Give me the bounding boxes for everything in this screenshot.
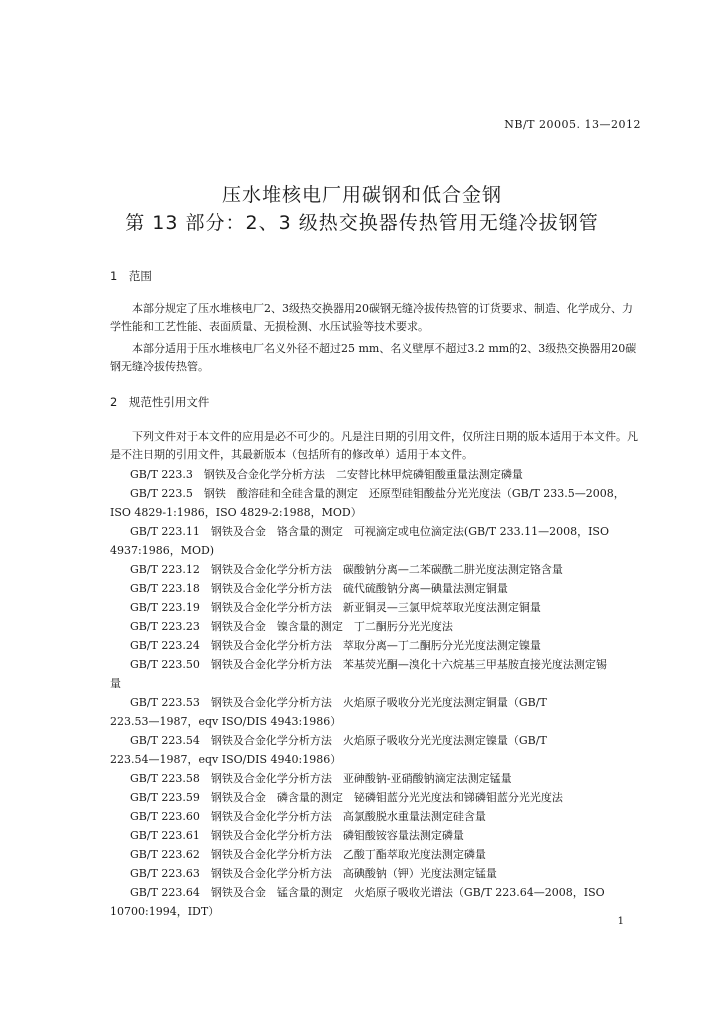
reference-line: GB/T 223.54 钢铁及合金化学分析方法 火焰原子吸收分光光度法测定镍量（GB/T [130,734,547,747]
page-number: 1 [617,916,624,927]
reference-line: GB/T 223.11 钢铁及合金 铬含量的测定 可视滴定或电位滴定法(GB/T 233.11—2008，ISO [130,525,609,538]
scope-paragraph: 本部分适用于压水堆核电厂名义外径不超过25 mm、名义壁厚不超过3.2 mm的2、3级热交换器用20碳钢无缝冷拔传热管。 [110,342,637,373]
reference-line: GB/T 223.12 钢铁及合金化学分析方法 碳酸钠分离—二苯碳酰二肼光度法测定铬含量 [130,563,563,576]
reference-line: GB/T 223.58 钢铁及合金化学分析方法 亚砷酸钠-亚硝酸钠滴定法测定锰量 [130,772,512,785]
standard-code: NB/T 20005. 13—2012 [504,118,641,131]
reference-line: GB/T 223.53 钢铁及合金化学分析方法 火焰原子吸收分光光度法测定铜量（GB/T [130,696,547,709]
reference-line: GB/T 223.3 钢铁及合金化学分析方法 二安替比林甲烷磷钼酸重量法测定磷量 [130,468,523,481]
reference-line: GB/T 223.59 钢铁及合金 磷含量的测定 铋磷钼蓝分光光度法和锑磷钼蓝分光光度法 [130,791,563,804]
section-heading-references: 2 规范性引用文件 [110,395,210,409]
scope-paragraph: 本部分规定了压水堆核电厂2、3级热交换器用20碳钢无缝冷拔传热管的订货要求、制造、化学成分、力学性能和工艺性能、表面质量、无损检测、水压试验等技术要求。 [110,302,633,333]
reference-line: GB/T 223.23 钢铁及合金 镍含量的测定 丁二酮肟分光光度法 [130,620,453,633]
reference-line: 10700:1994，IDT） [110,905,220,918]
reference-line: GB/T 223.5 钢铁 酸溶硅和全硅含量的测定 还原型硅钼酸盐分光光度法（GB/T 233.5—2008， [130,487,625,500]
document-title-line-2: 第 13 部分：2、3 级热交换器传热管用无缝冷拔钢管 [125,212,599,234]
reference-line: GB/T 223.62 钢铁及合金化学分析方法 乙酸丁酯萃取光度法测定磷量 [130,848,486,861]
reference-line: GB/T 223.19 钢铁及合金化学分析方法 新亚铜灵—三氯甲烷萃取光度法测定铜量 [130,601,541,614]
document-title-line-1: 压水堆核电厂用碳钢和低合金钢 [221,184,502,206]
reference-line: GB/T 223.64 钢铁及合金 锰含量的测定 火焰原子吸收光谱法（GB/T 223.64—2008，ISO [130,886,605,899]
section-heading-scope: 1 范围 [110,269,152,283]
reference-line: GB/T 223.60 钢铁及合金化学分析方法 高氯酸脱水重量法测定硅含量 [130,810,486,823]
reference-line: GB/T 223.24 钢铁及合金化学分析方法 萃取分离—丁二酮肟分光光度法测定镍量 [130,639,541,652]
reference-line: ISO 4829-1:1986，ISO 4829-2:1988，MOD） [110,506,362,519]
reference-line: 量 [110,677,121,690]
reference-line: GB/T 223.50 钢铁及合金化学分析方法 苯基荧光酮—溴化十六烷基三甲基胺直接光度法测定锡 [130,658,607,671]
reference-line: GB/T 223.61 钢铁及合金化学分析方法 磷钼酸铵容量法测定磷量 [130,829,464,842]
reference-line: 223.54—1987，eqv ISO/DIS 4940:1986） [110,753,342,766]
references-intro-paragraph: 下列文件对于本文件的应用是必不可少的。凡是注日期的引用文件，仅所注日期的版本适用于本文件。凡是不注日期的引用文件，其最新版本（包括所有的修改单）适用于本文件。 [110,430,638,461]
reference-line: GB/T 223.63 钢铁及合金化学分析方法 高碘酸钠（钾）光度法测定锰量 [130,867,497,880]
reference-line: GB/T 223.18 钢铁及合金化学分析方法 硫代硫酸钠分离—碘量法测定铜量 [130,582,508,595]
reference-line: 223.53—1987，eqv ISO/DIS 4943:1986） [110,715,342,728]
reference-line: 4937:1986，MOD) [110,544,215,557]
